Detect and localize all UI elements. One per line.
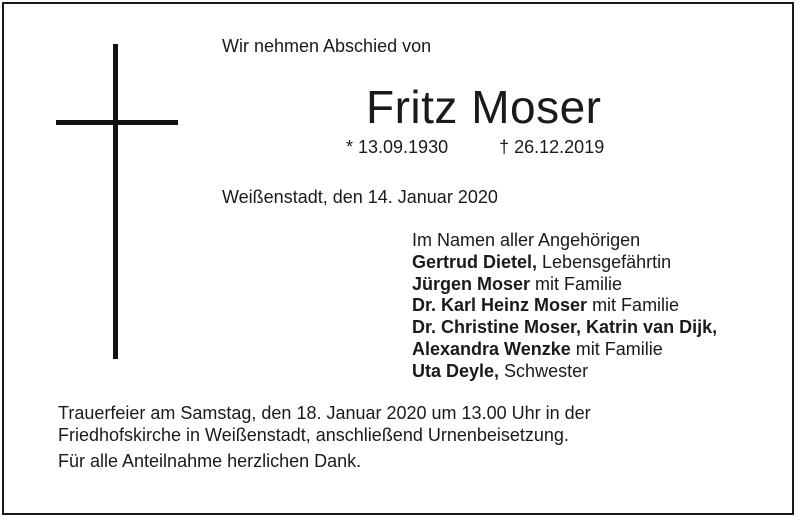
mourner-name: Dr. Karl Heinz Moser [412, 295, 588, 316]
life-dates [346, 137, 604, 158]
mourner-relation: Lebensgefährtin [537, 251, 672, 272]
mourner-relation: Schwester [499, 360, 589, 381]
mourner-line [412, 339, 717, 361]
mourner-line [412, 252, 717, 274]
place-and-date: Weißenstadt, den 14. Januar 2020 [222, 187, 498, 207]
mourner-name: Jürgen Moser [412, 273, 531, 294]
mourner-relation: mit Familie [530, 273, 623, 294]
mourner-line [412, 295, 717, 317]
mourners-heading: Im Namen aller Angehörigen [412, 230, 641, 250]
mourner-relation: mit Familie [570, 338, 663, 359]
mourner-name: Gertrud Dietel, [412, 251, 538, 272]
mourner-name: Dr. Christine Moser, Katrin van Dijk, [412, 317, 718, 338]
funeral-line-1: Trauerfeier am Samstag, den 18. Januar 2020 um 13.00 Uhr in der [58, 403, 591, 423]
cross-icon [56, 44, 178, 359]
mourner-line [412, 274, 717, 296]
deceased-name: Fritz Moser [366, 81, 602, 133]
mourner-name: Alexandra Wenzke [412, 338, 571, 359]
mourner-line [412, 317, 717, 339]
mourner-relation: mit Familie [587, 295, 680, 316]
thanks-text: Für alle Anteilnahme herzlichen Dank. [58, 451, 362, 471]
intro-text: Wir nehmen Abschied von [222, 36, 432, 56]
funeral-info [58, 402, 591, 472]
death-date: † 26.12.2019 [499, 137, 605, 157]
birth-date: * 13.09.1930 [346, 137, 449, 157]
funeral-line-2: Friedhofskirche in Weißenstadt, anschließend Urnenbeisetzung. [58, 425, 569, 445]
mourner-name: Uta Deyle, [412, 360, 500, 381]
mourner-line [412, 361, 717, 383]
cross-vertical-bar [113, 44, 118, 359]
mourners-block [412, 230, 717, 383]
cross-horizontal-bar [56, 120, 178, 125]
